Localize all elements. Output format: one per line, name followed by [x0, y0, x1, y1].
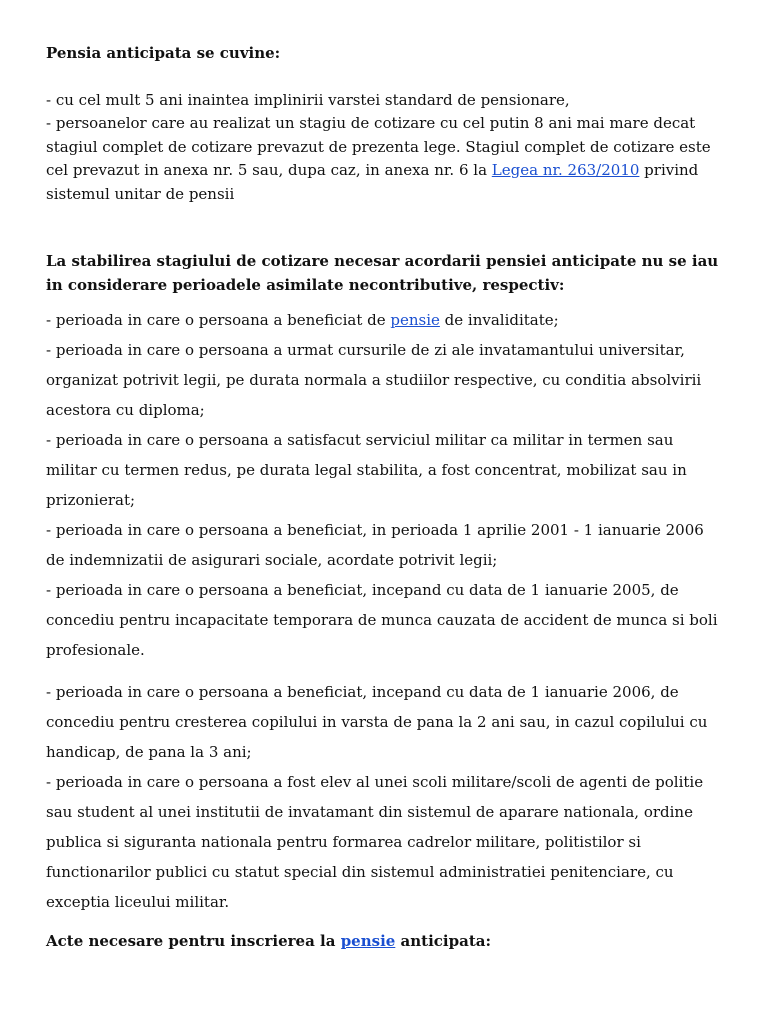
list-item-scoli-militare: - perioada in care o persoana a fost elev al unei scoli militare/scoli de agenti de politie sau student al unei institutii de invatamant din sistemul de aparare nationala, ordine publica si siguranta nationala pentru formarea cadrelor militare, politistilor si functionarilor publici cu statut special din sistemul administratiei penitenciare, cu exceptia liceului militar.	[46, 773, 704, 911]
list-item-tail: de invaliditate;	[439, 311, 559, 329]
pensie-link[interactable]: pensie	[390, 311, 440, 329]
condition-contribution-text: - persoanelor care au realizat un stagiu de cotizare cu cel putin 8 ani mai mare decat stagiul complet de cotizare prevazut de prezenta lege. Stagiul complet de cotizare este cel prevazut in anexa nr. 5 sau, dupa caz, in anexa nr. 6 la	[46, 114, 711, 179]
list-item-accident-munca: - perioada in care o persoana a beneficiat, incepand cu data de 1 ianuarie 2005, de concediu pentru incapacitate temporara de munca cauzata de accident de munca si boli profesionale.	[46, 581, 718, 659]
list-item-indemnizatii: - perioada in care o persoana a beneficiat, in perioada 1 aprilie 2001 - 1 ianuarie 2006 de indemnizatii de asigurari sociale, acordate potrivit legii;	[46, 521, 704, 569]
list-item-crestere-copil: - perioada in care o persoana a beneficiat, incepand cu data de 1 ianuarie 2006, de concediu pentru cresterea copilului in varsta de pana la 2 ani sau, in cazul copilului cu handicap, de pana la 3 ani;	[46, 683, 708, 761]
heading-stagiu-cotizare: La stabilirea stagiului de cotizare necesar acordarii pensiei anticipate nu se iau in considerare perioadele asimilate necontributive, respectiv:	[46, 252, 719, 294]
condition-contribution	[46, 112, 726, 206]
list-item-serviciu-militar: - perioada in care o persoana a satisfacut serviciul militar ca militar in termen sau militar cu termen redus, pe durata legal stabilita, a fost concentrat, mobilizat sau in prizonierat;	[46, 431, 687, 509]
heading-acte-text: Acte necesare pentru inscrierea la	[46, 932, 341, 950]
list-item-invatamant-universitar: - perioada in care o persoana a urmat cursurile de zi ale invatamantului universitar, organizat potrivit legii, pe durata normala a studiilor respective, cu conditia absolvirii acestora cu diploma;	[46, 341, 702, 419]
heading-acte-tail: anticipata:	[395, 932, 492, 950]
condition-contribution-tail: privind sistemul unitar de pensii	[46, 161, 699, 203]
list-item-invaliditate	[46, 305, 726, 335]
condition-age: - cu cel mult 5 ani inaintea implinirii varstei standard de pensionare,	[46, 91, 570, 109]
heading-pensia-anticipata: Pensia anticipata se cuvine:	[46, 44, 281, 62]
law-263-2010-link[interactable]: Legea nr. 263/2010	[491, 161, 640, 179]
pensie-link[interactable]: pensie	[340, 932, 396, 950]
list-item-text: - perioada in care o persoana a beneficiat de	[46, 311, 391, 329]
heading-acte-necesare	[46, 930, 726, 954]
